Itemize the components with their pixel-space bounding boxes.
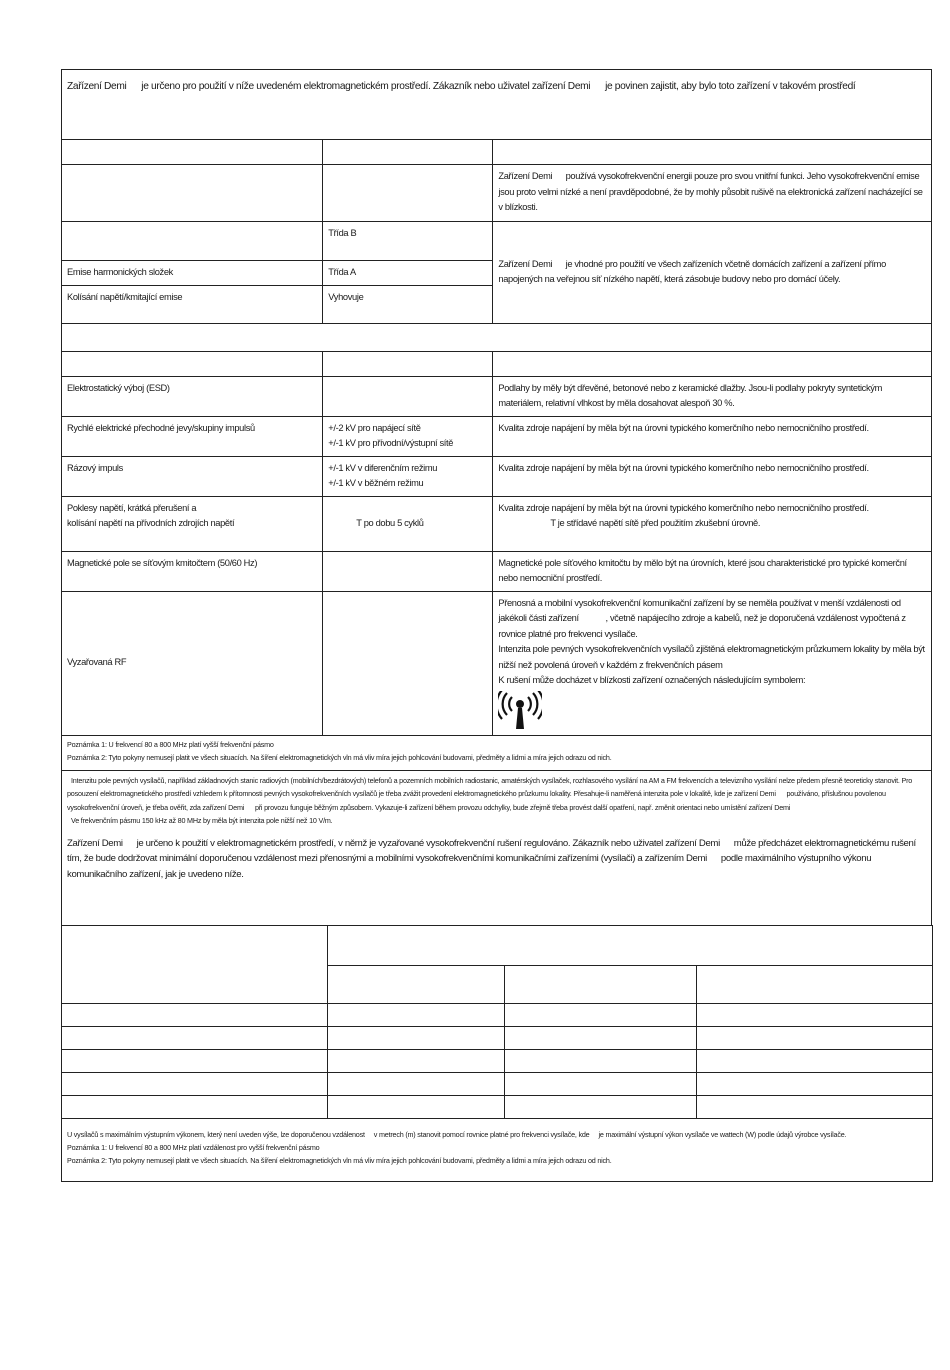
- rf-env-text-1: Přenosná a mobilní vysokofrekvenční komunikační zařízení by se neměla používat v menší vzdálenosti od jakékoli části zařízení , včetně napájecího zdroje a kabelů, než je doporučená vzdálenost vypočtená z rovnice platné pro frekvenci vysílače.: [498, 597, 908, 639]
- esd-level: [323, 376, 493, 416]
- table-cell: [697, 1026, 933, 1049]
- separation-text: Zařízení Demi je určeno k použití v elektromagnetickém prostředí, v němž je vyzařované vysokofrekvenční rušení regulováno. Zákazník nebo uživatel zařízení Demi může předcházet elektromagnetickému rušení tím, že bude dodržovat minimální doporučenou vzdálenost mezi přenosnými a mobilními vysokofrekvenčními komunikačními zařízeními (vysílači) a zařízením Demi podle maximálního výstupního výkonu komunikačního zařízení, jak je uvedeno níže.: [67, 837, 919, 880]
- table-row: [62, 1072, 328, 1095]
- table-cell: [505, 1095, 697, 1118]
- rf-env-text-2: Intenzita pole pevných vysokofrekvenčních vysílačů zjištěná elektromagnetickým průzkumem lokality by měla být nižší než povolená úroveň v každém z frekvenčních pásem: [498, 644, 925, 670]
- immunity-title-row: [62, 323, 932, 351]
- table-cell: [328, 1049, 505, 1072]
- separation-note-line-1: U vysílačů s maximálním výstupním výkonem, který není uveden výše, lze doporučenou vzdálenost v metrech (m) stanovit pomocí rovnice platné pro frekvenci vysílače, kde je maximální výstupní výkon vysílače ve wattech (W) podle údajů výrobce vysílače.: [67, 1130, 847, 1139]
- dips-label: [62, 496, 323, 551]
- table-cell: [505, 1049, 697, 1072]
- harmonic-value: Třída A: [323, 261, 493, 286]
- table-cell: [697, 1049, 933, 1072]
- table-cell: [328, 1026, 505, 1049]
- immunity-header-col1: [62, 351, 323, 376]
- table-cell: [505, 1003, 697, 1026]
- footnote-b-text: Ve frekvenčním pásmu 150 kHz až 80 MHz by měla být intenzita pole nižší než 10 V/m.: [71, 816, 333, 825]
- immunity-note-1: Poznámka 1: U frekvencí 80 a 800 MHz platí vyšší frekvenční pásmo: [67, 739, 274, 749]
- table-row: [62, 1095, 328, 1118]
- immunity-note-2: Poznámka 2: Tyto pokyny nemusejí platit ve všech situacích. Na šíření elektromagnetických vln má vliv míra jejich pohlcování budovami, předměty a lidmi a míra jejich odrazu od nich.: [67, 752, 612, 762]
- table-row: [62, 1049, 328, 1072]
- surge-label: Rázový impuls: [62, 456, 323, 496]
- esd-label: Elektrostatický výboj (ESD): [62, 376, 323, 416]
- dips-level-text: T po dobu 5 cyklů: [356, 518, 424, 528]
- dips-label-line-1: Poklesy napětí, krátká přerušení a: [67, 502, 197, 513]
- non-ionizing-radiation-icon: [498, 691, 542, 731]
- surge-level-line-1: +/-1 kV v diferenčním režimu: [328, 462, 438, 473]
- eft-environment: Kvalita zdroje napájení by měla být na úrovni typického komerčního nebo nemocničního prostředí.: [493, 416, 932, 456]
- magnetic-label: Magnetické pole se síťovým kmitočtem (50/60 Hz): [62, 551, 323, 591]
- distance-header: [328, 925, 933, 965]
- table-cell: [328, 1003, 505, 1026]
- radiated-rf-environment: [493, 591, 932, 735]
- table-cell: [328, 1072, 505, 1095]
- surge-level: [323, 456, 493, 496]
- dips-level: [323, 496, 493, 551]
- footnote-b: [67, 814, 926, 828]
- eft-level: [323, 416, 493, 456]
- emissions-header-col1: [62, 140, 323, 165]
- rf-emissions-label: [62, 165, 323, 222]
- footnote-a: [67, 774, 926, 815]
- surge-level-line-2: +/-1 kV v běžném režimu: [328, 478, 424, 488]
- dips-label-line-2: kolísání napětí na přívodních zdrojích napětí: [67, 518, 235, 528]
- table-cell: [697, 1095, 933, 1118]
- intro-text: Zařízení Demi je určeno pro použití v níže uvedeném elektromagnetickém prostředí. Zákazník nebo uživatel zařízení Demi je povinen zajistit, aby bylo toto zařízení v takovém prostředí: [62, 70, 932, 140]
- table-cell: [505, 1026, 697, 1049]
- eft-label: Rychlé elektrické přechodné jevy/skupiny impulsů: [62, 416, 323, 456]
- eft-level-line-1: +/-2 kV pro napájecí sítě: [328, 422, 421, 433]
- dips-env-line-1: Kvalita zdroje napájení by měla být na úrovni typického komerčního nebo nemocničního prostředí.: [498, 502, 869, 513]
- rf-emissions-b-label: [62, 222, 323, 261]
- harmonic-label: Emise harmonických složek: [62, 261, 323, 286]
- separation-table: [61, 925, 933, 1182]
- table-cell: [505, 1072, 697, 1095]
- table-cell: [697, 1072, 933, 1095]
- rf-emissions-value: [323, 165, 493, 222]
- band-header-1: [328, 965, 505, 1003]
- class-b-value: Třída B: [323, 222, 493, 261]
- magnetic-environment: Magnetické pole síťového kmitočtu by mělo být na úrovních, které jsou charakteristické pro typické komerční nebo nemocniční prostředí.: [493, 551, 932, 591]
- immunity-header-col2: [323, 351, 493, 376]
- surge-environment: Kvalita zdroje napájení by měla být na úrovni typického komerčního nebo nemocničního prostředí.: [493, 456, 932, 496]
- table-row: [62, 1026, 328, 1049]
- emc-table: [61, 69, 932, 926]
- footnotes-section: [62, 770, 932, 925]
- dips-env-line-2: T je střídavé napětí sítě před použitím zkušební úrovně.: [550, 518, 761, 528]
- immunity-notes: [62, 735, 932, 770]
- flicker-label: Kolísání napětí/kmitající emise: [62, 285, 323, 323]
- eft-level-line-2: +/-1 kV pro přívodní/výstupní sítě: [328, 438, 454, 448]
- emissions-header-col3: [493, 140, 932, 165]
- table-cell: [328, 1095, 505, 1118]
- footnote-a-text: Intenzitu pole pevných vysílačů, například základnových stanic radiových (mobilních/bezdrátových) telefonů a pozemních mobilních radiostanic, amatérských vysílaček, rozhlasového vysílání na AM a FM frekvencích a televizního vysílání nelze předem přesně teoreticky stanovit. Pro posouzení elektromagnetického prostředí vzhledem k přítomnosti pevných vysokofrekvenčních vysílačů je třeba zvážit provedení elektromagnetického průzkumu lokality. Přesahuje-li naměřená intenzita pole v lokalitě, kde je zařízení Demi používáno, příslušnou povolenou vysokofrekvenční úroveň, je třeba ověřit, zda zařízení Demi při provozu funguje běžným způsobem. Vykazuje-li zařízení během provozu odchylky, bude zřejmě třeba provést další opatření, např. změnit orientaci nebo umístění zařízení Demi: [67, 775, 914, 812]
- table-row: [62, 1003, 328, 1026]
- table-cell: [697, 1003, 933, 1026]
- dips-environment: [493, 496, 932, 551]
- flicker-value: Vyhovuje: [323, 285, 493, 323]
- immunity-header-col3: [493, 351, 932, 376]
- radiated-rf-level: [323, 591, 493, 735]
- emc-document: [61, 69, 932, 1182]
- magnetic-level: [323, 551, 493, 591]
- radiated-rf-label: Vyzařovaná RF: [62, 591, 323, 735]
- band-header-2: [505, 965, 697, 1003]
- band-header-3: [697, 965, 933, 1003]
- esd-environment: Podlahy by měly být dřevěné, betonové nebo z keramické dlažby. Jsou-li podlahy pokryty syntetickým materiálem, relativní vlhkost by měla dosahovat alespoň 30 %.: [493, 376, 932, 416]
- emissions-header-col2: [323, 140, 493, 165]
- rf-compliance-text: Zařízení Demi používá vysokofrekvenční energii pouze pro svou vnitřní funkci. Jeho vysokofrekvenční emise jsou proto velmi nízké a není pravděpodobné, že by mohly působit rušivě na elektronická zařízení nacházející se v blízkosti.: [493, 165, 932, 222]
- separation-note-1: Poznámka 1: U frekvencí 80 a 800 MHz platí vzdálenost pro vyšší frekvenční pásmo: [67, 1143, 320, 1152]
- separation-notes: [62, 1118, 933, 1181]
- rf-env-text-3: K rušení může docházet v blízkosti zařízení označených následujícím symbolem:: [498, 675, 806, 685]
- domestic-use-text: Zařízení Demi je vhodné pro použití ve všech zařízeních včetně domácích zařízení a zařízení přímo napojených na veřejnou síť nízkého napětí, která zásobuje budovy nebo pro domácí účely.: [493, 222, 932, 324]
- power-header: [62, 925, 328, 1003]
- separation-note-2: Poznámka 2: Tyto pokyny nemusejí platit ve všech situacích. Na šíření elektromagnetických vln má vliv míra jejich pohlcování budovami, předměty a lidmi a míra jejich odrazu od nich.: [67, 1156, 612, 1165]
